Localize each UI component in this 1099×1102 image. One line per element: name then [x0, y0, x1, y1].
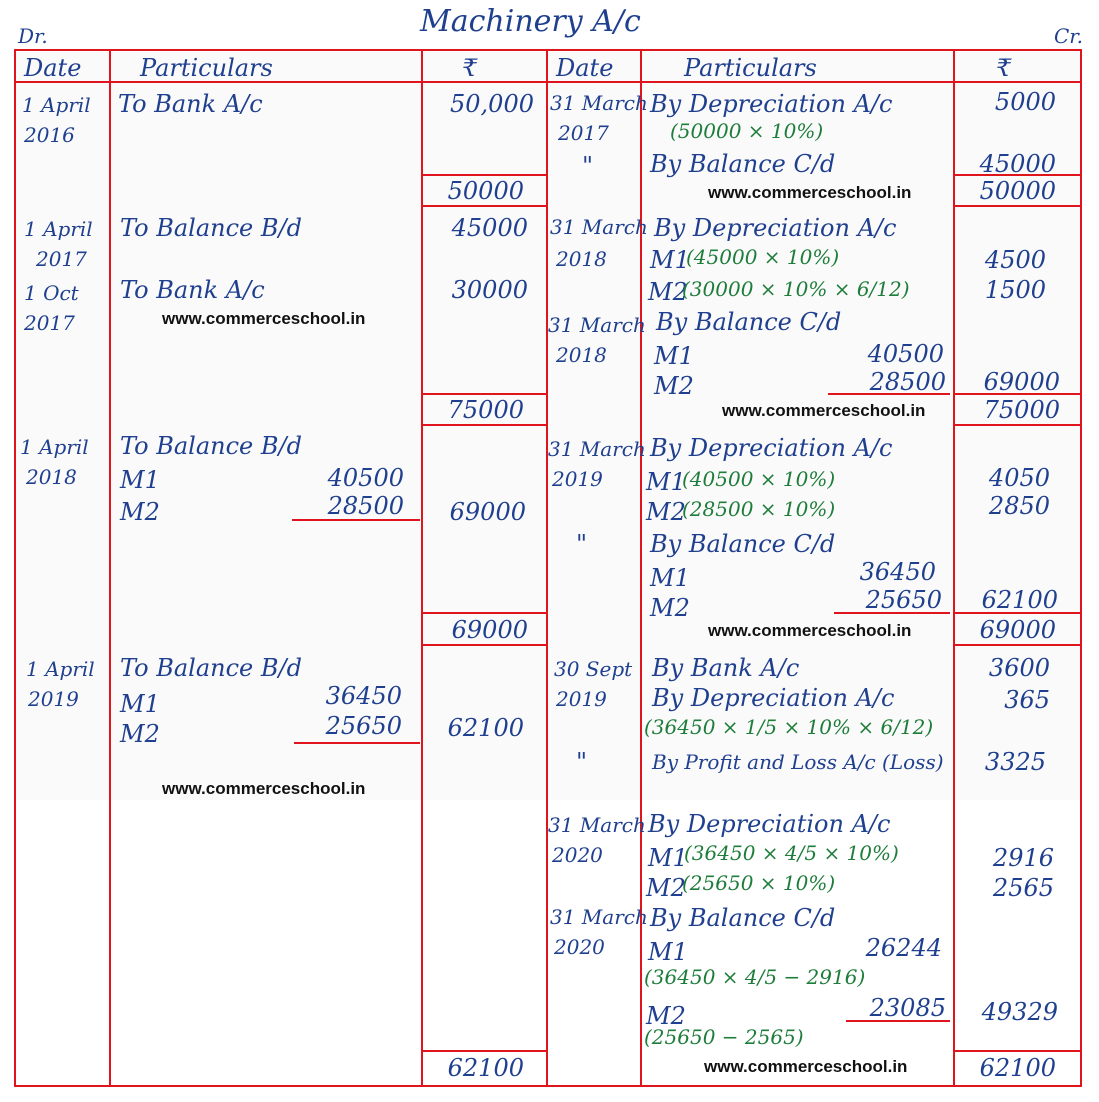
entry-particulars: To Bank A/c — [118, 90, 263, 118]
total-amount: 50000 — [447, 177, 524, 205]
entry-date: 2019 — [556, 687, 607, 711]
total-line — [421, 1050, 548, 1052]
total-amount: 62100 — [447, 1054, 524, 1082]
sub-amount: 28500 — [869, 368, 946, 396]
entry-date: 2019 — [28, 687, 79, 711]
total-line — [421, 393, 548, 395]
machine-label: M1 — [650, 564, 690, 592]
entry-date: 2020 — [554, 935, 605, 959]
ditto-mark: " — [582, 152, 594, 180]
entry-particulars: By Depreciation A/c — [654, 214, 897, 242]
entry-date: 31 March — [550, 905, 648, 929]
entry-amount: 4050 — [988, 464, 1050, 492]
entry-amount: 69000 — [449, 498, 526, 526]
sub-amount: 28500 — [327, 492, 404, 520]
machine-label: M2 — [646, 874, 686, 902]
sub-amount: 23085 — [869, 994, 946, 1022]
entry-particulars: To Balance B/d — [120, 654, 302, 682]
entry-amount: 2850 — [988, 492, 1050, 520]
entry-date: 2017 — [558, 121, 609, 145]
total-line — [953, 1050, 1082, 1052]
total-amount: 69000 — [451, 616, 528, 644]
entry-calculation: (36450 × 4/5 − 2916) — [644, 965, 866, 989]
entry-amount: 30000 — [451, 276, 528, 304]
entry-date: 1 April — [26, 657, 95, 681]
entry-particulars: To Balance B/d — [120, 432, 302, 460]
entry-amount: 50,000 — [450, 90, 534, 118]
entry-calculation: (25650 − 2565) — [644, 1025, 804, 1049]
entry-date: 31 March — [550, 91, 648, 115]
entry-date: 1 April — [20, 435, 89, 459]
watermark: www.commerceschool.in — [704, 1057, 908, 1076]
grid-top-line — [14, 49, 1082, 51]
entry-date: 2018 — [556, 247, 607, 271]
total-line — [421, 205, 548, 207]
grid-col-2 — [109, 49, 111, 1087]
sub-amount: 26244 — [865, 934, 942, 962]
entry-date: 2016 — [24, 123, 75, 147]
machine-label: M2 — [650, 594, 690, 622]
entry-date: 31 March — [548, 813, 646, 837]
header-date-right: Date — [556, 54, 614, 82]
entry-particulars: By Bank A/c — [652, 654, 800, 682]
machine-label: M2 — [646, 498, 686, 526]
machine-label: M2 — [120, 720, 160, 748]
entry-particulars: By Balance C/d — [656, 308, 842, 336]
entry-particulars: By Balance C/d — [650, 904, 836, 932]
sub-amount: 25650 — [325, 712, 402, 740]
total-amount: 75000 — [983, 396, 1060, 424]
debit-label: Dr. — [18, 24, 48, 48]
total-amount: 75000 — [447, 396, 524, 424]
machine-label: M1 — [648, 938, 688, 966]
total-amount: 69000 — [979, 616, 1056, 644]
entry-amount: 62100 — [447, 714, 524, 742]
entry-particulars: To Bank A/c — [120, 276, 265, 304]
entry-amount: 1500 — [984, 276, 1046, 304]
entry-particulars: By Balance C/d — [650, 150, 836, 178]
entry-date: 2019 — [552, 467, 603, 491]
entry-date: 2017 — [36, 247, 87, 271]
entry-date: 30 Sept — [554, 657, 633, 681]
entry-amount: 49329 — [981, 998, 1058, 1026]
ledger-background — [14, 52, 1082, 800]
watermark: www.commerceschool.in — [708, 183, 912, 202]
entry-calculation: (50000 × 10%) — [670, 119, 824, 143]
machine-label: M2 — [120, 498, 160, 526]
entry-date: 1 Oct — [24, 281, 79, 305]
entry-date: 31 March — [550, 215, 648, 239]
total-line — [421, 612, 548, 614]
entry-calculation: (45000 × 10%) — [686, 245, 840, 269]
total-amount: 62100 — [979, 1054, 1056, 1082]
sub-amount: 40500 — [867, 340, 944, 368]
grid-col-5 — [640, 49, 642, 1087]
machine-label: M2 — [646, 1002, 686, 1030]
header-particulars-right: Particulars — [684, 54, 817, 82]
entry-particulars: By Profit and Loss A/c (Loss) — [652, 750, 944, 774]
ledger-title: Machinery A/c — [420, 4, 641, 39]
entry-date: 1 April — [24, 217, 93, 241]
sub-amount: 40500 — [327, 464, 404, 492]
sub-amount: 25650 — [865, 586, 942, 614]
grid-bottom-line — [14, 1085, 1082, 1087]
entry-calculation: (40500 × 10%) — [682, 467, 836, 491]
entry-amount: 45000 — [979, 150, 1056, 178]
entry-calculation: (36450 × 1/5 × 10% × 6/12) — [644, 715, 934, 739]
entry-amount: 3325 — [984, 748, 1046, 776]
machine-label: M1 — [650, 246, 690, 274]
header-amount-right: ₹ — [996, 54, 1012, 82]
watermark: www.commerceschool.in — [722, 401, 926, 420]
machine-label: M1 — [654, 342, 694, 370]
entry-amount: 3600 — [988, 654, 1050, 682]
entry-amount: 2916 — [992, 844, 1054, 872]
entry-calculation: (25650 × 10%) — [682, 871, 836, 895]
machine-label: M1 — [648, 844, 688, 872]
entry-date: 31 March — [548, 437, 646, 461]
subtotal-underline — [294, 742, 420, 744]
entry-date: 31 March — [548, 313, 646, 337]
grid-col-1 — [14, 49, 16, 1087]
entry-date: 2018 — [26, 465, 77, 489]
entry-amount: 45000 — [451, 214, 528, 242]
entry-amount: 365 — [1004, 686, 1050, 714]
entry-calculation: (36450 × 4/5 × 10%) — [684, 841, 899, 865]
machine-label: M1 — [120, 690, 160, 718]
total-line — [421, 644, 548, 646]
total-line — [421, 424, 548, 426]
entry-amount: 5000 — [994, 88, 1056, 116]
entry-amount: 2565 — [992, 874, 1054, 902]
total-line — [953, 424, 1082, 426]
entry-particulars: By Depreciation A/c — [652, 684, 895, 712]
watermark: www.commerceschool.in — [162, 779, 366, 798]
ditto-mark: " — [576, 530, 588, 558]
entry-particulars: To Balance B/d — [120, 214, 302, 242]
entry-calculation: (30000 × 10% × 6/12) — [682, 277, 910, 301]
header-date-left: Date — [24, 54, 82, 82]
credit-label: Cr. — [1054, 24, 1084, 48]
machine-label: M2 — [648, 278, 688, 306]
entry-amount: 62100 — [981, 586, 1058, 614]
entry-calculation: (28500 × 10%) — [682, 497, 836, 521]
entry-date: 2018 — [556, 343, 607, 367]
entry-date: 1 April — [22, 93, 91, 117]
machine-label: M1 — [646, 468, 686, 496]
sub-amount: 36450 — [859, 558, 936, 586]
sub-amount: 36450 — [325, 682, 402, 710]
entry-particulars: By Depreciation A/c — [650, 90, 893, 118]
header-particulars-left: Particulars — [140, 54, 273, 82]
entry-date: 2020 — [552, 843, 603, 867]
entry-date: 2017 — [24, 311, 75, 335]
machine-label: M2 — [654, 372, 694, 400]
machine-label: M1 — [120, 466, 160, 494]
entry-particulars: By Depreciation A/c — [650, 434, 893, 462]
ditto-mark: " — [576, 748, 588, 776]
entry-particulars: By Depreciation A/c — [648, 810, 891, 838]
entry-amount: 4500 — [984, 246, 1046, 274]
total-line — [953, 205, 1082, 207]
watermark: www.commerceschool.in — [708, 621, 912, 640]
total-amount: 50000 — [979, 177, 1056, 205]
header-amount-left: ₹ — [462, 54, 478, 82]
total-line — [953, 644, 1082, 646]
entry-particulars: By Balance C/d — [650, 530, 836, 558]
entry-amount: 69000 — [983, 368, 1060, 396]
watermark: www.commerceschool.in — [162, 309, 366, 328]
total-line — [421, 174, 548, 176]
